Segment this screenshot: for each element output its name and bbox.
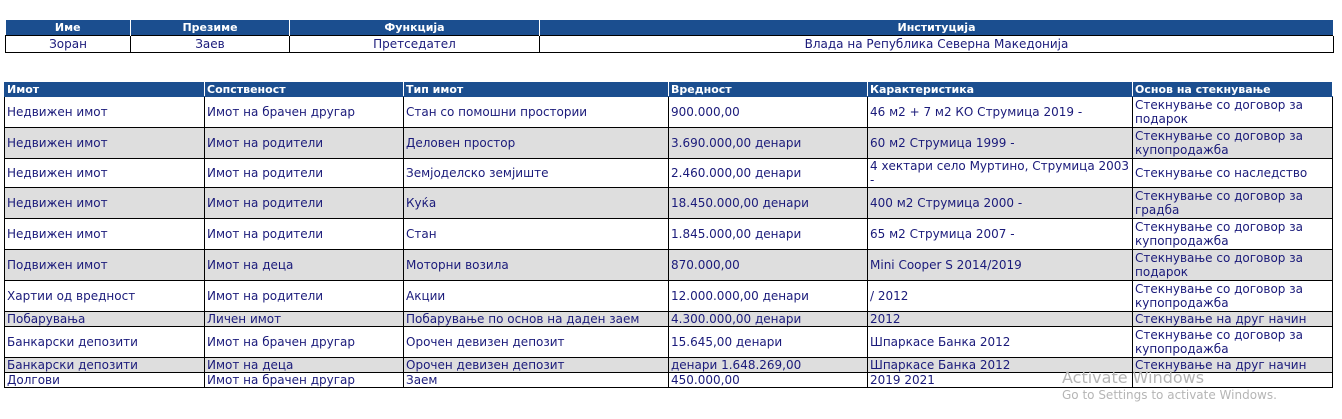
asset-type-cell: Стан bbox=[404, 219, 669, 250]
asset-type-cell: Акции bbox=[404, 281, 669, 312]
header-characteristic: Карактеристика bbox=[868, 83, 1133, 97]
table-row bbox=[5, 281, 1333, 312]
table-row bbox=[5, 327, 1333, 358]
header-asset-type: Тип имот bbox=[404, 83, 669, 97]
first-name-cell: Зоран bbox=[6, 36, 131, 53]
ownership-cell: Имот на родители bbox=[205, 219, 404, 250]
ownership-cell: Имот на родители bbox=[205, 188, 404, 219]
ownership-cell: Имот на брачен другар bbox=[205, 373, 404, 388]
table-row bbox=[5, 358, 1333, 373]
official-info-header-row bbox=[6, 20, 1334, 36]
asset-cell: Недвижен имот bbox=[5, 219, 205, 250]
value-cell: 900.000,00 bbox=[669, 97, 868, 128]
asset-type-cell: Земјоделско земјиште bbox=[404, 159, 669, 188]
institution-cell: Влада на Република Северна Македонија bbox=[540, 36, 1334, 53]
header-institution: Институција bbox=[540, 20, 1334, 36]
characteristic-cell: Шпаркасе Банка 2012 bbox=[868, 358, 1133, 373]
characteristic-cell: / 2012 bbox=[868, 281, 1133, 312]
table-row bbox=[5, 188, 1333, 219]
table-row bbox=[5, 97, 1333, 128]
ownership-cell: Имот на брачен другар bbox=[205, 327, 404, 358]
value-cell: 3.690.000,00 денари bbox=[669, 128, 868, 159]
characteristic-cell: 4 хектари село Муртино, Струмица 2003 - bbox=[868, 159, 1133, 188]
ownership-cell: Имот на родители bbox=[205, 128, 404, 159]
ownership-cell: Имот на деца bbox=[205, 358, 404, 373]
ownership-cell: Имот на родители bbox=[205, 281, 404, 312]
table-row bbox=[5, 312, 1333, 327]
acquisition-basis-cell: Стекнување со договор за купопродажба bbox=[1133, 128, 1333, 159]
ownership-cell: Личен имот bbox=[205, 312, 404, 327]
official-info-table bbox=[5, 20, 1334, 53]
official-info-row bbox=[6, 36, 1334, 53]
acquisition-basis-cell: Стекнување со договор за купопродажба bbox=[1133, 281, 1333, 312]
value-cell: 1.845.000,00 денари bbox=[669, 219, 868, 250]
asset-cell: Побарувања bbox=[5, 312, 205, 327]
ownership-cell: Имот на деца bbox=[205, 250, 404, 281]
header-ownership: Сопственост bbox=[205, 83, 404, 97]
asset-cell: Недвижен имот bbox=[5, 159, 205, 188]
header-value: Вредност bbox=[669, 83, 868, 97]
asset-type-cell: Стан со помошни простории bbox=[404, 97, 669, 128]
acquisition-basis-cell: Стекнување со договор за купопродажба bbox=[1133, 219, 1333, 250]
value-cell: 870.000,00 bbox=[669, 250, 868, 281]
acquisition-basis-cell: Стекнување со наследство bbox=[1133, 159, 1333, 188]
value-cell: 2.460.000,00 денари bbox=[669, 159, 868, 188]
asset-type-cell: Орочен девизен депозит bbox=[404, 358, 669, 373]
table-row bbox=[5, 219, 1333, 250]
asset-type-cell: Деловен простор bbox=[404, 128, 669, 159]
table-row bbox=[5, 373, 1333, 388]
asset-type-cell: Орочен девизен депозит bbox=[404, 327, 669, 358]
asset-cell: Банкарски депозити bbox=[5, 327, 205, 358]
header-function: Функција bbox=[290, 20, 540, 36]
acquisition-basis-cell: Стекнување со договор за подарок bbox=[1133, 97, 1333, 128]
characteristic-cell: 65 м2 Струмица 2007 - bbox=[868, 219, 1133, 250]
function-cell: Претседател bbox=[290, 36, 540, 53]
acquisition-basis-cell: Стекнување на друг начин bbox=[1133, 358, 1333, 373]
asset-cell: Недвижен имот bbox=[5, 188, 205, 219]
last-name-cell: Заев bbox=[131, 36, 290, 53]
watermark-title: Activate Windows bbox=[1062, 368, 1205, 387]
header-asset: Имот bbox=[5, 83, 205, 97]
header-last-name: Презиме bbox=[131, 20, 290, 36]
acquisition-basis-cell: Стекнување со договор за подарок bbox=[1133, 250, 1333, 281]
header-first-name: Име bbox=[6, 20, 131, 36]
acquisition-basis-cell: Стекнување на друг начин bbox=[1133, 312, 1333, 327]
asset-type-cell: Моторни возила bbox=[404, 250, 669, 281]
value-cell: денари 1.648.269,00 bbox=[669, 358, 868, 373]
asset-type-cell: Побарување по основ на даден заем bbox=[404, 312, 669, 327]
ownership-cell: Имот на брачен другар bbox=[205, 97, 404, 128]
asset-cell: Долгови bbox=[5, 373, 205, 388]
ownership-cell: Имот на родители bbox=[205, 159, 404, 188]
header-acquisition-basis: Основ на стекнување bbox=[1133, 83, 1333, 97]
acquisition-basis-cell: Стекнување со договор за купопродажба bbox=[1133, 327, 1333, 358]
asset-cell: Недвижен имот bbox=[5, 128, 205, 159]
watermark-subtitle: Go to Settings to activate Windows. bbox=[1062, 388, 1277, 402]
asset-cell: Банкарски депозити bbox=[5, 358, 205, 373]
value-cell: 15.645,00 денари bbox=[669, 327, 868, 358]
asset-cell: Недвижен имот bbox=[5, 97, 205, 128]
value-cell: 18.450.000,00 денари bbox=[669, 188, 868, 219]
value-cell: 12.000.000,00 денари bbox=[669, 281, 868, 312]
table-row bbox=[5, 159, 1333, 188]
assets-header-row bbox=[5, 83, 1333, 97]
characteristic-cell: Шпаркасе Банка 2012 bbox=[868, 327, 1133, 358]
value-cell: 450.000,00 bbox=[669, 373, 868, 388]
value-cell: 4.300.000,00 денари bbox=[669, 312, 868, 327]
table-row bbox=[5, 250, 1333, 281]
characteristic-cell: 400 м2 Струмица 2000 - bbox=[868, 188, 1133, 219]
characteristic-cell: 2019 2021 bbox=[868, 373, 1133, 388]
characteristic-cell: 2012 bbox=[868, 312, 1133, 327]
acquisition-basis-cell: Стекнување со договор за градба bbox=[1133, 188, 1333, 219]
asset-type-cell: Заем bbox=[404, 373, 669, 388]
table-row bbox=[5, 128, 1333, 159]
asset-cell: Подвижен имот bbox=[5, 250, 205, 281]
acquisition-basis-cell bbox=[1133, 373, 1333, 388]
asset-type-cell: Куќа bbox=[404, 188, 669, 219]
characteristic-cell: Mini Cooper S 2014/2019 bbox=[868, 250, 1133, 281]
assets-table bbox=[4, 82, 1333, 388]
characteristic-cell: 46 м2 + 7 м2 КО Струмица 2019 - bbox=[868, 97, 1133, 128]
characteristic-cell: 60 м2 Струмица 1999 - bbox=[868, 128, 1133, 159]
asset-cell: Хартии од вредност bbox=[5, 281, 205, 312]
